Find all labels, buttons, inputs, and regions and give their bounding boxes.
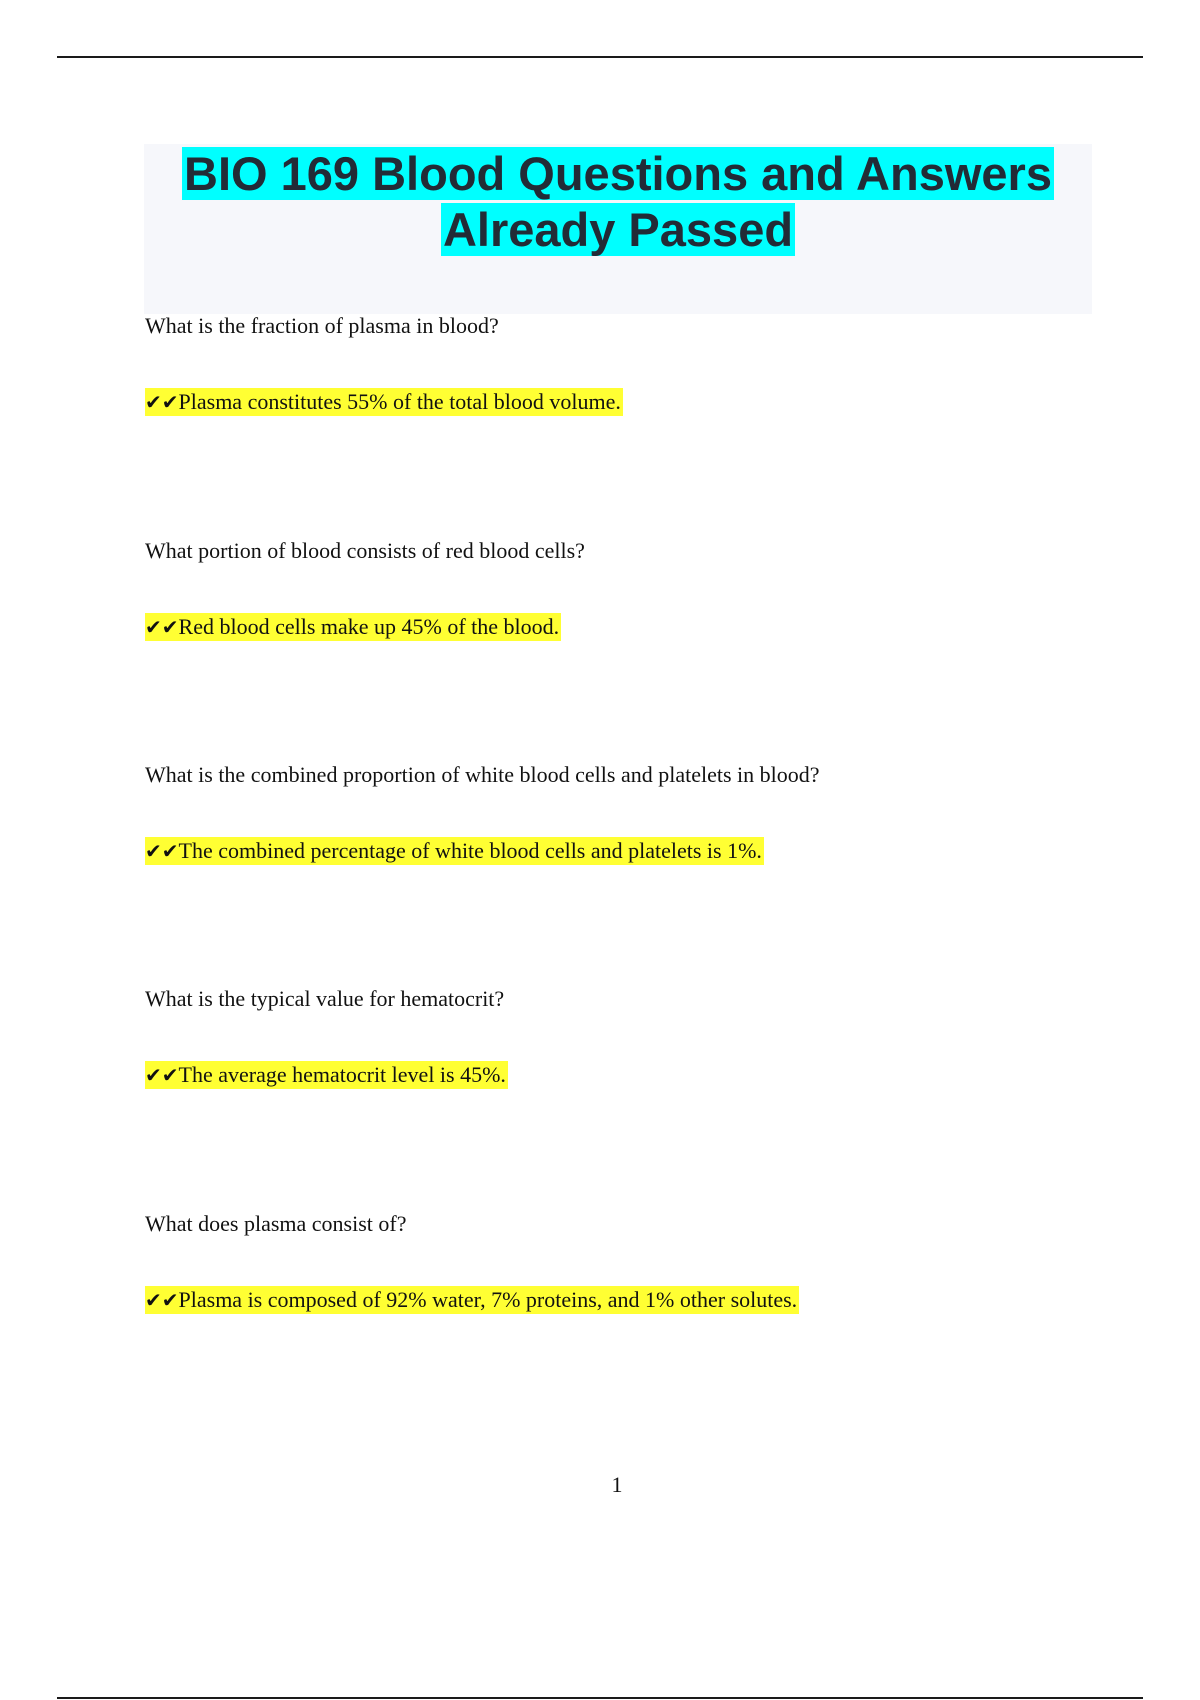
answer-text <box>145 1285 799 1315</box>
answer-label: Plasma constitutes 55% of the total blood volume. <box>178 389 621 414</box>
answer-highlight <box>145 388 623 416</box>
double-check-icon: ✔✔ <box>145 390 179 414</box>
double-check-icon: ✔✔ <box>145 1063 179 1087</box>
question-text: What is the fraction of plasma in blood? <box>145 313 499 338</box>
question-text: What is the typical value for hematocrit? <box>145 986 505 1011</box>
title-line-2: Already Passed <box>442 203 794 256</box>
document-title <box>144 144 1092 258</box>
answer-text <box>145 612 561 642</box>
answer-highlight <box>145 613 561 641</box>
top-rule <box>57 56 1143 58</box>
double-check-icon: ✔✔ <box>145 1288 179 1312</box>
answer-label: The combined percentage of white blood cells and platelets is 1%. <box>178 838 762 863</box>
answer-label: Red blood cells make up 45% of the blood. <box>178 614 560 639</box>
title-block <box>144 144 1092 314</box>
bottom-rule <box>57 1697 1143 1699</box>
answer-text <box>145 836 764 866</box>
page-number: 1 <box>611 1472 623 1497</box>
answer-highlight <box>145 837 764 865</box>
answer-text <box>145 1060 508 1090</box>
title-line-1: BIO 169 Blood Questions and Answers <box>184 147 1052 200</box>
answer-highlight <box>145 1286 799 1314</box>
answer-label: Plasma is composed of 92% water, 7% proteins, and 1% other solutes. <box>178 1287 798 1312</box>
double-check-icon: ✔✔ <box>145 839 179 863</box>
question-text: What portion of blood consists of red blood cells? <box>145 538 585 563</box>
double-check-icon: ✔✔ <box>145 615 179 639</box>
question-text: What does plasma consist of? <box>145 1211 407 1236</box>
answer-highlight <box>145 1061 508 1089</box>
question-text: What is the combined proportion of white blood cells and platelets in blood? <box>145 762 820 787</box>
answer-label: The average hematocrit level is 45%. <box>178 1062 506 1087</box>
answer-text <box>145 387 623 417</box>
